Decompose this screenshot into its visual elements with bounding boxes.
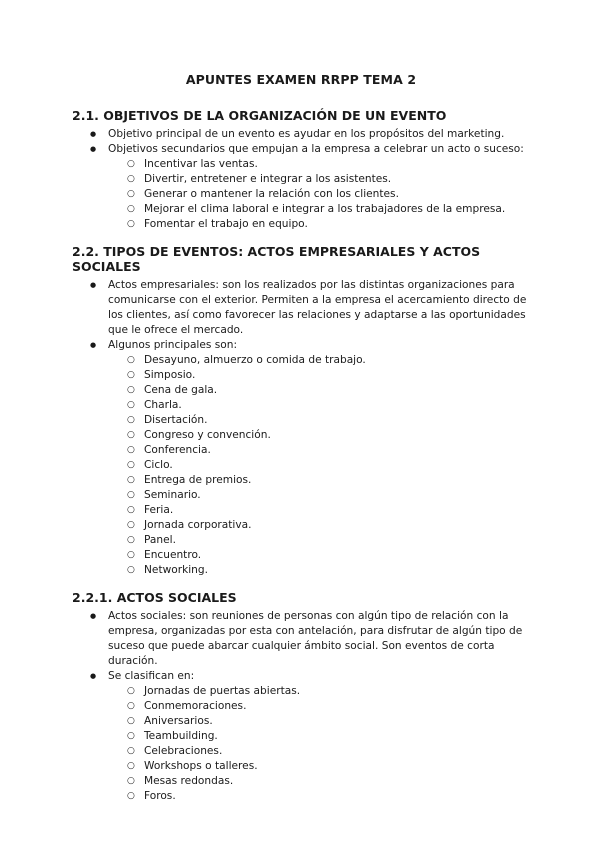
sub-bullet-item: ○ Incentivar las ventas. bbox=[144, 157, 530, 172]
sub-bullet-item: ○ Teambuilding. bbox=[144, 729, 530, 744]
section-heading: 2.2.1. ACTOS SOCIALES bbox=[72, 590, 237, 605]
bullet-list bbox=[72, 278, 530, 578]
bullet-list bbox=[72, 127, 530, 232]
sub-bullet-item: ○ Networking. bbox=[144, 563, 530, 578]
sub-bullet-item: ○ Seminario. bbox=[144, 488, 530, 503]
section-heading: 2.2. TIPOS DE EVENTOS: ACTOS EMPRESARIALES Y ACTOS SOCIALES bbox=[72, 244, 481, 274]
sub-bullet-item: ○ Congreso y convención. bbox=[144, 428, 530, 443]
section-heading: 2.1. OBJETIVOS DE LA ORGANIZACIÓN DE UN EVENTO bbox=[72, 108, 447, 123]
sub-bullet-item: ○ Ciclo. bbox=[144, 458, 530, 473]
sub-bullet-list bbox=[108, 684, 530, 804]
sub-bullet-item: ○ Simposio. bbox=[144, 368, 530, 383]
section-objetivos bbox=[72, 108, 530, 232]
bullet-item bbox=[108, 127, 530, 142]
sub-bullet-item: ○ Jornada corporativa. bbox=[144, 518, 530, 533]
bullet-text: Algunos principales son: bbox=[108, 339, 238, 351]
bullet-list bbox=[72, 609, 530, 804]
sub-bullet-item: ○ Disertación. bbox=[144, 413, 530, 428]
sub-bullet-item: ○ Foros. bbox=[144, 789, 530, 804]
sub-bullet-item: ○ Conferencia. bbox=[144, 443, 530, 458]
sub-bullet-item: ○ Conmemoraciones. bbox=[144, 699, 530, 714]
sub-bullet-item: ○ Divertir, entretener e integrar a los asistentes. bbox=[144, 172, 530, 187]
bullet-item bbox=[108, 669, 530, 804]
sub-bullet-list bbox=[108, 353, 530, 578]
sub-bullet-item: ○ Entrega de premios. bbox=[144, 473, 530, 488]
sub-bullet-item: ○ Charla. bbox=[144, 398, 530, 413]
bullet-text: Objetivos secundarios que empujan a la empresa a celebrar un acto o suceso: bbox=[108, 143, 524, 155]
sub-bullet-item: ○ Encuentro. bbox=[144, 548, 530, 563]
document-title: APUNTES EXAMEN RRPP TEMA 2 bbox=[185, 72, 417, 87]
section-actos-sociales bbox=[72, 590, 530, 804]
sub-bullet-item: ○ Mesas redondas. bbox=[144, 774, 530, 789]
sub-bullet-item: ○ Aniversarios. bbox=[144, 714, 530, 729]
bullet-text: Se clasifican en: bbox=[108, 670, 195, 682]
sub-bullet-item: ○ Panel. bbox=[144, 533, 530, 548]
sub-bullet-item: ○ Fomentar el trabajo en equipo. bbox=[144, 217, 530, 232]
sub-bullet-item: ○ Feria. bbox=[144, 503, 530, 518]
bullet-item bbox=[108, 338, 530, 578]
bullet-text: Actos sociales: son reuniones de personas con algún tipo de relación con la empresa, organizadas por esta con antelación, para disfrutar de algún tipo de suceso que puede abarcar cualquier ámbito social. Son eventos de corta duración. bbox=[108, 610, 523, 667]
sub-bullet-item: ○ Desayuno, almuerzo o comida de trabajo. bbox=[144, 353, 530, 368]
sub-bullet-list bbox=[108, 157, 530, 232]
sub-bullet-item: ○ Mejorar el clima laboral e integrar a los trabajadores de la empresa. bbox=[144, 202, 530, 217]
bullet-text: Objetivo principal de un evento es ayudar en los propósitos del marketing. bbox=[108, 128, 505, 140]
bullet-item bbox=[108, 278, 530, 338]
sub-bullet-item: ○ Celebraciones. bbox=[144, 744, 530, 759]
sub-bullet-item: ○ Jornadas de puertas abiertas. bbox=[144, 684, 530, 699]
section-tipos-de-eventos bbox=[72, 244, 530, 578]
sub-bullet-item: ○ Cena de gala. bbox=[144, 383, 530, 398]
sub-bullet-item: ○ Generar o mantener la relación con los clientes. bbox=[144, 187, 530, 202]
bullet-item bbox=[108, 142, 530, 232]
sub-bullet-item: ○ Workshops o talleres. bbox=[144, 759, 530, 774]
bullet-text: Actos empresariales: son los realizados por las distintas organizaciones para comunicarse con el exterior. Permiten a la empresa el acercamiento directo de los clientes, así como favorecer las relaciones y adaptarse a las oportunidades que le ofrece el mercado. bbox=[108, 279, 527, 336]
bullet-item bbox=[108, 609, 530, 669]
